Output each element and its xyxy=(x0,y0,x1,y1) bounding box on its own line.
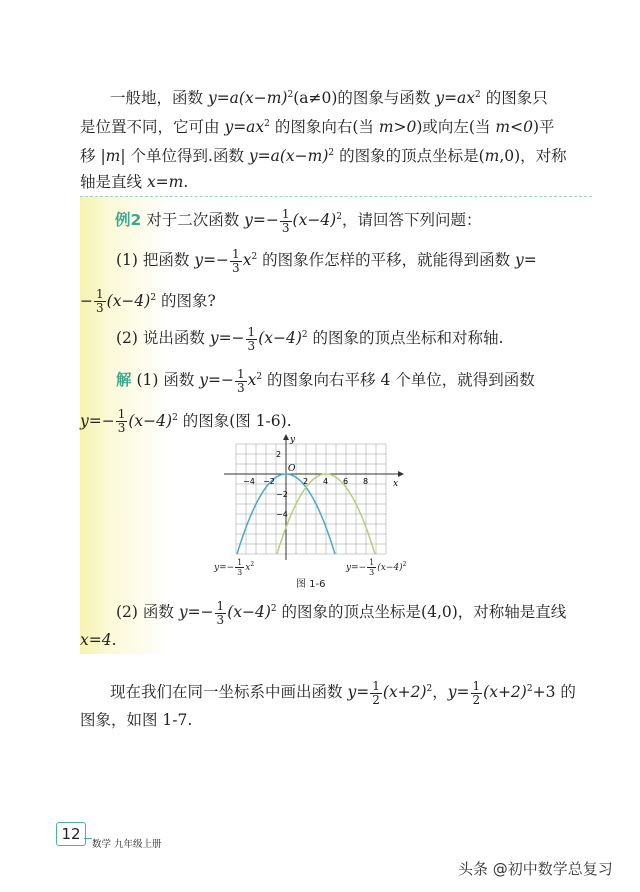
parabola-figure xyxy=(206,432,406,577)
x-tick-label: 2 xyxy=(303,477,309,486)
x-tick-label: 8 xyxy=(363,477,369,486)
tick-labels xyxy=(243,450,368,519)
watermark: 头条 @初中数学总复习 xyxy=(458,860,613,878)
x-tick-label: −2 xyxy=(263,477,275,486)
right-curve-label: y=− $\frac{1}{3}$ $(x-4)^2$ xyxy=(346,558,407,577)
x-tick-label: 4 xyxy=(323,477,329,486)
left-curve-label: y=− $\frac{1}{3}$ $x^2$ xyxy=(214,558,255,577)
y-axis-label: y xyxy=(290,435,296,445)
question-2: (2) 说出函数 y=− $\frac{1}{3}$ $(x-4)^2$ 的图象的顶点坐标和对称轴. xyxy=(116,324,504,353)
x-tick-label: 6 xyxy=(343,477,349,486)
x-axis-label: x xyxy=(393,479,399,489)
y-axis-arrow xyxy=(283,434,289,440)
question-1: (1) 把函数 y=− $\frac{1}{3}$ $x^2$ 的图象作怎样的平移，就能得到函数 y= − $\frac{1}{3}$ $(x-4)^2$ 的图象? xyxy=(80,246,537,316)
origin-label: O xyxy=(288,464,296,474)
y-tick-label: 2 xyxy=(276,450,282,459)
x-axis-arrow xyxy=(398,471,404,477)
x-tick-label: −4 xyxy=(243,477,255,486)
example-top-divider xyxy=(80,196,592,198)
page-number-tab xyxy=(84,838,92,840)
solution-part-2: (2) 函数 y=− $\frac{1}{3}$ $(x-4)^2$ 的图象的顶点坐标是(4,0)，对称轴是直线 x=4. xyxy=(80,598,567,649)
example-stem: 例2 对于二次函数 y=− $\frac{1}{3}$ $(x-4)^2$，请回答下列问题： xyxy=(115,206,482,235)
intro-paragraph: 一般地，函数 $y=a(x-m)^2(a\ne 0)$的图象与函数 $y=ax^2$ 的图象只 是位置不同，它可由 $y=ax^2$ 的图象向右(当 m>0)或向左(当 m<0)平 移 |m| 个单位得到.函数 $y=a(x-m)^2$ 的图象的顶点坐标是(m,0)，对称 轴是直线 x=m. xyxy=(80,89,567,192)
solution-label: 解 xyxy=(116,371,132,390)
page-number: 12 xyxy=(56,822,86,846)
closing-paragraph: 现在我们在同一坐标系中画出函数 y= $\frac{1}{2}$ $(x+2)^2$，y= $\frac{1}{2}$ $(x+2)^2+3$ 的 图象，如图 1-7. xyxy=(80,678,576,729)
y-tick-label: −4 xyxy=(276,510,288,519)
book-title: 数学 九年级上册 xyxy=(92,839,162,850)
solution-part-1: 解 (1) 函数 y=− $\frac{1}{3}$ $x^2$ 的图象向右平移 4 个单位，就得到函数 y=− $\frac{1}{3}$ $(x-4)^2$ 的图象(图 1-6). xyxy=(80,366,535,436)
y-tick-label: −2 xyxy=(276,490,288,499)
figure-caption: 图 1-6 xyxy=(296,579,326,590)
example-label: 例2 xyxy=(115,211,142,230)
